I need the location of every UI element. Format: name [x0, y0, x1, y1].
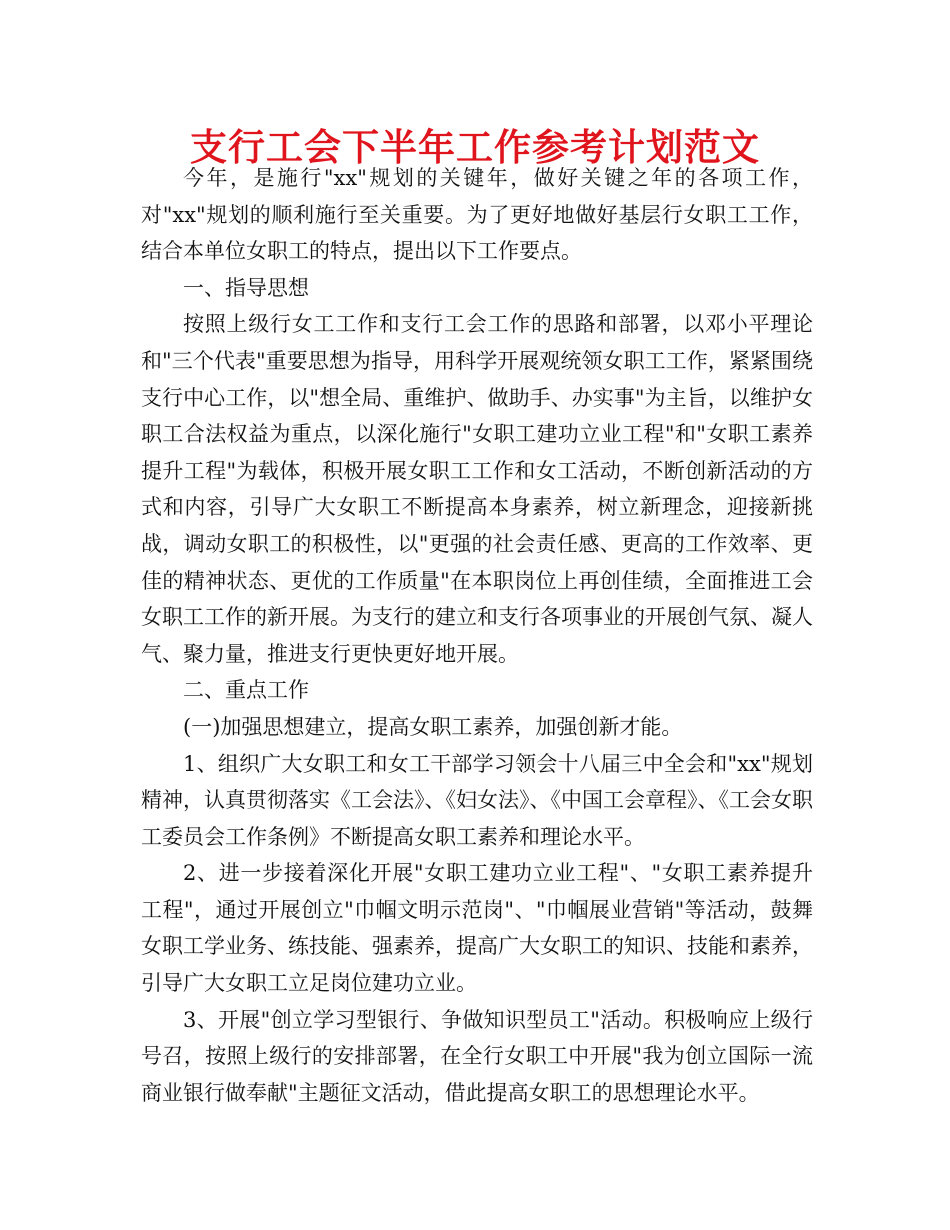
list-item-1: 1、组织广大女职工和女工干部学习领会十八届三中全会和"xx"规划精神，认真贯彻落实《工会法》、《妇女法》、《中国工会章程》、《工会女职工委员会工作条例》不断提高女职工素养和理论水平。: [141, 751, 813, 849]
document-title: 支行工会下半年工作参考计划范文: [190, 125, 760, 169]
list-item-2: 2、进一步接着深化开展"女职工建功立业工程"、"女职工素养提升工程"，通过开展创立"巾帼文明示范岗"、"巾帼展业营销"等活动，鼓舞女职工学业务、练技能、强素养，提高广大女职工的知识、技能和素养，引导广大女职工立足岗位建功立业。: [141, 861, 813, 996]
section-heading-key-work: 二、重点工作: [183, 678, 309, 703]
list-item-3: 3、开展"创立学习型银行、争做知识型员工"活动。积极响应上级行号召，按照上级行的安排部署，在全行女职工中开展"我为创立国际一流商业银行做奉献"主题征文活动，借此提高女职工的思想理论水平。: [141, 1007, 813, 1105]
document-body: [141, 160, 813, 1111]
subsection-heading-1: (一)加强思想建立，提高女职工素养，加强创新才能。: [183, 714, 683, 739]
paragraph-intro: 今年，是施行"xx"规划的关键年，做好关键之年的各项工作，对"xx"规划的顺利施行至关重要。为了更好地做好基层行女职工工作，结合本单位女职工的特点，提出以下工作要点。: [141, 166, 813, 264]
paragraph-guiding-thought: 按照上级行女工工作和支行工会工作的思路和部署，以邓小平理论和"三个代表"重要思想为指导，用科学开展观统领女职工工作，紧紧围绕支行中心工作，以"想全局、重维护、做助手、办实事"为主旨，以维护女职工合法权益为重点，以深化施行"女职工建功立业工程"和"女职工素养提升工程"为载体，积极开展女职工工作和女工活动，不断创新活动的方式和内容，引导广大女职工不断提高本身素养，树立新理念，迎接新挑战，调动女职工的积极性，以"更强的社会责任感、更高的工作效率、更佳的精神状态、更优的工作质量"在本职岗位上再创佳绩，全面推进工会女职工工作的新开展。为支行的建立和支行各项事业的开展创气氛、凝人气、聚力量，推进支行更快更好地开展。: [141, 312, 813, 666]
section-heading-guiding-thought: 一、指导思想: [183, 275, 309, 300]
